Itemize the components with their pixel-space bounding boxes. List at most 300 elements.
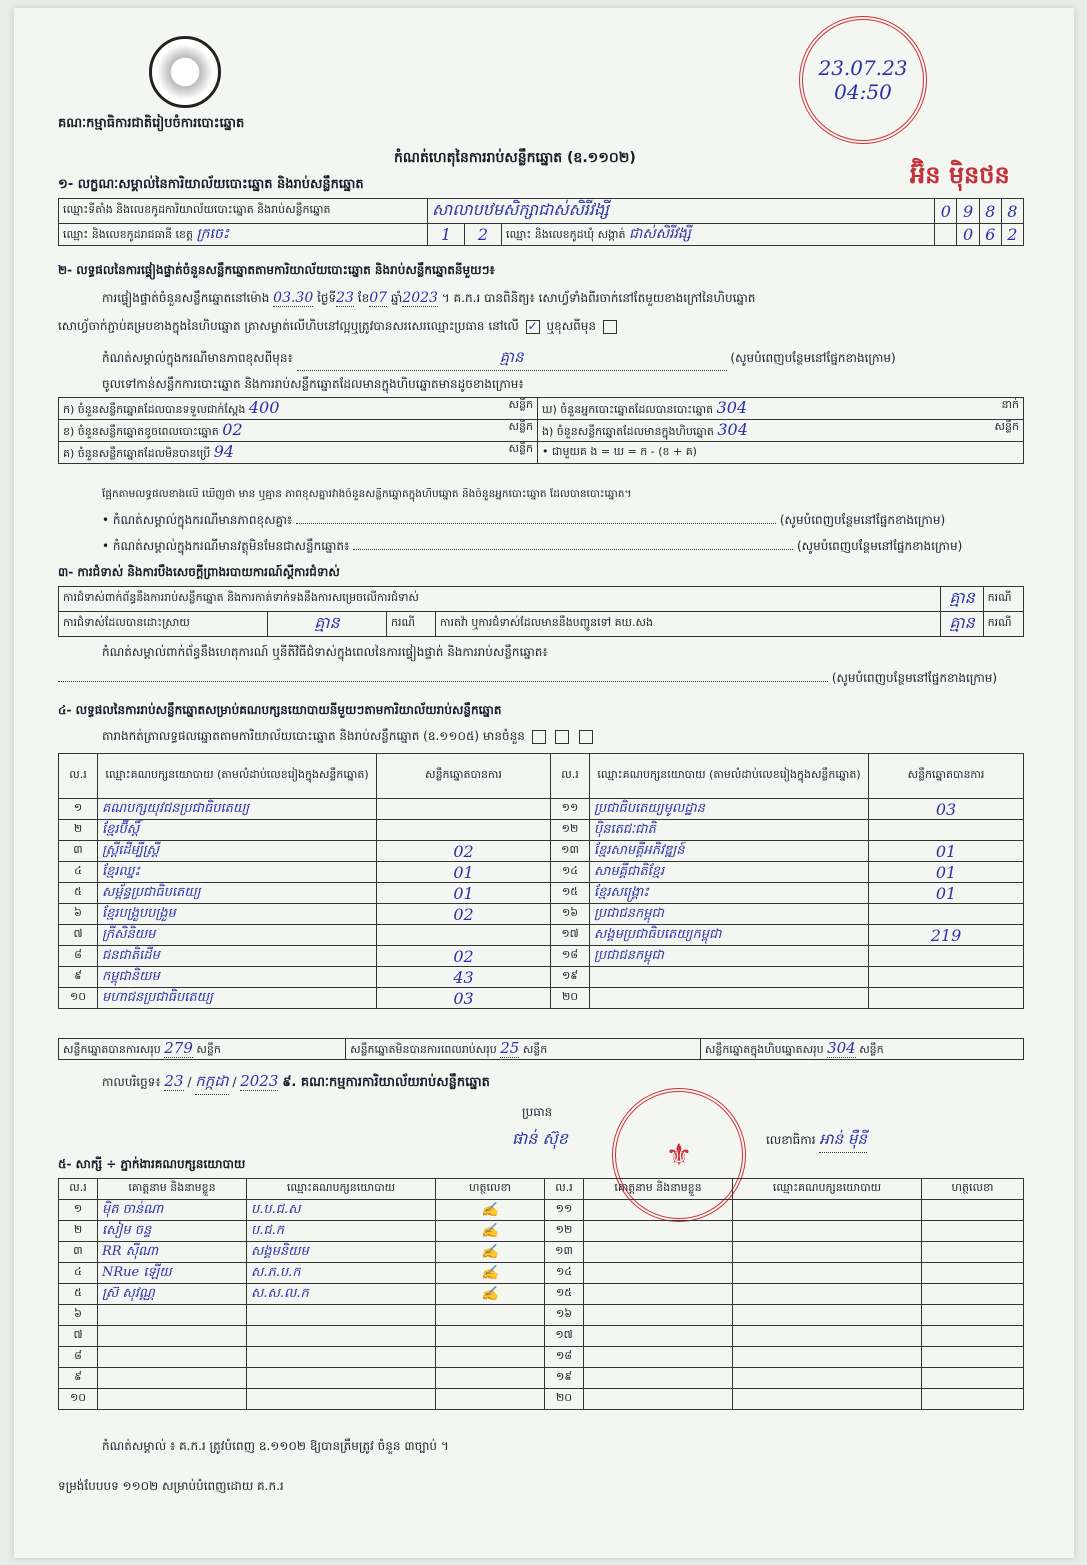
witness-signature: ✍ (436, 1200, 545, 1221)
commune-code-0 (935, 224, 957, 246)
table-row (59, 1200, 1024, 1221)
witness-party: ស.ស.ល.ក (247, 1284, 436, 1305)
section3-title: ៣- ការជំទាស់ និងការបឹងសេចក្តីព្រាងរបាយការណ៍ស្តីការជំទាស់ (58, 565, 340, 579)
witness-no: ១៦ (545, 1305, 584, 1326)
unused-ballots-label: គ) ចំនួនសន្លឹកឆ្នោតដែលមិនបានប្រើ (63, 447, 211, 460)
table-row (59, 883, 1024, 904)
committee-label: ៩. គណៈកម្មការការិយាល័យរាប់សន្លឹកឆ្នោត (282, 1075, 490, 1090)
col-no-left: ល.រ (59, 754, 98, 799)
committee-name: គណៈកម្មាធិការជាតិរៀបចំការបោះឆ្នោត (58, 116, 245, 131)
total-box-unit: សន្លឹក (859, 1043, 884, 1056)
result-no: ១១ (551, 799, 590, 820)
year-label: ឆ្នាំ (390, 291, 403, 305)
received-ballots-unit: សន្លឹក (508, 398, 533, 411)
station-code-2: 9 (957, 199, 979, 224)
result-no: ៨ (59, 946, 98, 967)
total-invalid-cell (346, 1039, 701, 1060)
witness-no: ១៩ (545, 1368, 584, 1389)
witness-signature (922, 1389, 1024, 1410)
objection-unit: ករណី (983, 587, 1023, 612)
witness-party (733, 1389, 922, 1410)
sheet-box-3[interactable] (579, 730, 593, 744)
result-party: ខ្មែរសង្គ្រោះ (590, 883, 869, 904)
witness-name (98, 1347, 247, 1368)
spoiled-ballots-label: ខ) ចំនួនសន្លឹកឆ្នោតខូចពេលបោះឆ្នោត (63, 425, 219, 438)
commune-cell (502, 224, 935, 246)
results-body (59, 799, 1024, 1009)
result-no: ១៩ (551, 967, 590, 988)
col-votes-left: សន្លឹកឆ្នោតបានការ (377, 754, 551, 799)
form-title: កំណត់ហេតុនៃការរាប់សន្លឹកឆ្នោត (ឧ.១១០២) (394, 150, 636, 166)
result-no: ៥ (59, 883, 98, 904)
ok-label: ឬខុសពីមុន (546, 319, 596, 333)
col-no-right: ល.រ (551, 754, 590, 799)
commune-code-2: 6 (979, 224, 1001, 246)
received-name: អ៊ិន ម៉ិនថន (910, 160, 1010, 189)
verification-month: 07 (369, 290, 388, 306)
witness-signature (436, 1389, 545, 1410)
witness-signature: ✍ (436, 1284, 545, 1305)
witness-name (98, 1389, 247, 1410)
objection-value: គ្មាន (941, 587, 983, 612)
witness-signature (922, 1368, 1024, 1389)
total-invalid-label: សន្លឹកឆ្នោតមិនបានការពេលរាប់សរុប (350, 1043, 497, 1056)
w-col-sign-right: ហត្ថលេខា (922, 1179, 1024, 1200)
witness-body (59, 1200, 1024, 1410)
station-code-4: 8 (1001, 199, 1023, 224)
bullet-diff-hint: (សូមបំពេញបន្ថែមនៅផ្នែកខាងក្រោម) (779, 513, 946, 527)
witness-signature (922, 1221, 1024, 1242)
bullet-diff-label: • កំណត់សម្គាល់ក្នុងករណីមានភាពខុសគ្នា៖ (102, 513, 293, 527)
result-no: ១៥ (551, 883, 590, 904)
forwarded-unit: ករណី (983, 612, 1023, 637)
col-votes-right: សន្លឹកឆ្នោតបានការ (869, 754, 1024, 799)
secretary-line (766, 1130, 867, 1153)
witness-no: ៣ (59, 1242, 98, 1263)
voters-value: 304 (716, 398, 748, 417)
province-label-text: ឈ្មោះ និងលេខកូដរាជធានី ខេត្ត (63, 228, 193, 241)
result-party: សម្ព័ន្ធប្រជាធិបតេយ្យ (98, 883, 377, 904)
result-party: កម្ពុជានិយម (98, 967, 377, 988)
table-row (59, 988, 1024, 1009)
ok-checkbox[interactable]: ✓ (527, 318, 538, 333)
objection-note-dots (58, 681, 828, 682)
witness-party (733, 1242, 922, 1263)
result-no: ១ (59, 799, 98, 820)
result-votes (869, 946, 1024, 967)
table-row (59, 904, 1024, 925)
witness-name (584, 1389, 733, 1410)
witness-name (98, 1305, 247, 1326)
witness-party: ស.ភ.ប.ក (247, 1263, 436, 1284)
day-label: ថ្ងៃទី (317, 291, 337, 305)
total-valid-unit: សន្លឹក (196, 1043, 221, 1056)
seal-text: សោហ្វ័ចាក់ភ្ជាប់គម្របខាងក្នុងនៃហិបឆ្នោត ត្រាសម្ងាត់លើហិបនៅល្អឬត្រូវបានសរសេរឈ្មោះប្រធាន នៅលើ (58, 319, 519, 333)
witness-no: ៨ (59, 1347, 98, 1368)
resolved-value: គ្មាន (268, 612, 387, 637)
result-party: ខ្មែរសាមគ្គីអភិវឌ្ឍន៍ (590, 841, 869, 862)
footnote: កំណត់សម្គាល់ ៖ គ.ក.រ ត្រូវបំពេញ ឧ.១១០២ ឱ្យបានត្រឹមត្រូវ ចំនួន ៣ច្បាប់ ។ (102, 1439, 449, 1453)
witness-no: ១៣ (545, 1242, 584, 1263)
result-no: ១៨ (551, 946, 590, 967)
witness-signature: ✍ (436, 1221, 545, 1242)
result-party: ប្រជាជនកម្ពុជា (590, 904, 869, 925)
total-box-cell (700, 1039, 1023, 1060)
table-row (59, 841, 1024, 862)
table-row (59, 1263, 1024, 1284)
result-party: ខ្មែរប៊ីស្តិ៍ (98, 820, 377, 841)
secretary-signature: អាន់ ម៉ឺនី (819, 1130, 867, 1153)
verification-intro: ការផ្ទៀងផ្ទាត់ចំនួនសន្លឹកឆ្នោតនៅម៉ោង (102, 291, 270, 305)
form-note: ទម្រង់បែបបទ ១១០២ សម្រាប់បំពេញដោយ គ.ក.រ (58, 1479, 284, 1493)
sheet-box-1[interactable] (532, 730, 546, 744)
form-sheet (14, 8, 1074, 1558)
unused-ballots-unit: សន្លឹក (508, 442, 533, 455)
station-label: ឈ្មោះទីតាំង និងលេខកូដការិយាល័យបោះឆ្នោត និងរាប់សន្លឹកឆ្នោត (59, 199, 428, 224)
commune-code-3: 2 (1001, 224, 1023, 246)
unused-ballots-cell (59, 442, 538, 464)
verification-day: 23 (336, 290, 354, 306)
witness-signature (922, 1347, 1024, 1368)
objection-note-line (58, 670, 1038, 688)
w-col-party-left: ឈ្មោះគណបក្សនយោបាយ (247, 1179, 436, 1200)
date-month: កក្កដា (195, 1072, 228, 1095)
discrepancy-note (102, 348, 1032, 371)
w-col-name-left: គោត្តនាម និងនាមខ្លួន (98, 1179, 247, 1200)
witness-no: ៩ (59, 1368, 98, 1389)
box-ballots-unit: សន្លឹក (994, 420, 1019, 433)
forwarded-label: ការតវ៉ា ឬការជំទាស់ដែលមាននឹងបញ្ជូនទៅ គឃ.សង (436, 612, 941, 637)
section5-title: ៥- សាក្សី ÷ ភ្នាក់ងារគណបក្សនយោបាយ (58, 1157, 246, 1171)
result-votes (869, 988, 1024, 1009)
witness-party (733, 1347, 922, 1368)
province-code-2: 2 (465, 224, 502, 246)
table-row (59, 1389, 1024, 1410)
table-row (59, 862, 1024, 883)
table-row (59, 1242, 1024, 1263)
section4-title: ៤- លទ្ធផលនៃការរាប់សន្លឹកឆ្នោតសម្រាប់គណបក្សនយោបាយនីមួយៗតាមការិយាល័យរាប់សន្លឹកឆ្នោត (58, 703, 502, 717)
discrepancy-value: គ្មាន (297, 348, 727, 371)
resolved-unit: ករណី (387, 612, 436, 637)
formula-cell: • ជាមួយគ ង = ឃ = ក - (ខ + គ) (538, 442, 1024, 464)
witness-party (247, 1305, 436, 1326)
month-label: ខែ (357, 291, 370, 305)
result-party: ប្រជាជនកម្ពុជា (590, 946, 869, 967)
witness-party: សង្គមនិយម (247, 1242, 436, 1263)
table-row (59, 1221, 1024, 1242)
table-row (59, 967, 1024, 988)
result-votes: 01 (869, 862, 1024, 883)
witness-signature (436, 1326, 545, 1347)
witness-signature (436, 1347, 545, 1368)
voters-label: ឃ) ចំនួនអ្នកបោះឆ្នោតដែលបានបោះឆ្នោត (542, 403, 714, 416)
unused-ballots-value: 94 (213, 442, 235, 461)
verification-line-2 (58, 318, 620, 336)
total-valid-cell (59, 1039, 346, 1060)
objection-label: ការជំទាស់ពាក់ព័ន្ធនឹងការរាប់សន្លឹកឆ្នោត និងការកាត់ទាក់ទងនឹងការសម្រេចលើការជំទាស់ (59, 587, 941, 612)
witness-name (584, 1347, 733, 1368)
w-col-no-left: ល.រ (59, 1179, 98, 1200)
voters-cell (538, 398, 1024, 420)
result-no: ១៧ (551, 925, 590, 946)
result-party: សង្គមប្រជាធិបតេយ្យកម្ពុជា (590, 925, 869, 946)
received-stamp (799, 16, 927, 144)
result-party: ខ្មែរឈ្នះ (98, 862, 377, 883)
spoiled-ballots-cell (59, 420, 538, 442)
secretary-label: លេខាធិការ (766, 1133, 816, 1147)
witness-party (247, 1368, 436, 1389)
total-valid-value: 279 (164, 1039, 193, 1057)
objection-note-hint: (សូមបំពេញបន្ថែមនៅផ្នែកខាងក្រោម) (831, 671, 998, 685)
result-no: ៦ (59, 904, 98, 925)
witness-signature (922, 1200, 1024, 1221)
witness-no: ៥ (59, 1284, 98, 1305)
witness-party (733, 1305, 922, 1326)
witness-party (247, 1326, 436, 1347)
bullet-object-hint: (សូមបំពេញបន្ថែមនៅផ្នែកខាងក្រោម) (796, 539, 963, 553)
witness-party: ប.ប.ជ.ស (247, 1200, 436, 1221)
witness-signature (436, 1305, 545, 1326)
result-votes: 01 (377, 883, 551, 904)
result-no: ១៣ (551, 841, 590, 862)
discrepancy-label: កំណត់សម្គាល់ក្នុងករណីមានភាពខុសពីមុន៖ (102, 351, 293, 365)
check-line: ផ្អែកតាមលទ្ធផលខាងលើ ឃើញថា មាន ឬគ្មាន ភាពខុសគ្នារវាងចំនួនសន្លឹកឆ្នោតក្នុងហិបឆ្នោត និងចំនួនអ្នកបោះឆ្នោត ដែលបានបោះឆ្នោត។ (102, 488, 632, 500)
voters-unit: នាក់ (1001, 398, 1019, 411)
date-line: កាលបរិច្ឆេទ៖ 23 / កក្កដា / 2023 ៩. គណៈកម្មការការិយាល័យរាប់សន្លឹកឆ្នោត (102, 1072, 490, 1095)
result-party: ក្រីសិនិយម (98, 925, 377, 946)
commune-value: ជាស់សិរីវង្សី (629, 226, 691, 242)
result-votes (377, 820, 551, 841)
total-invalid-value: 25 (500, 1039, 520, 1057)
resolved-label: ការជំទាស់ដែលបានដោះស្រាយ (59, 612, 268, 637)
objection-note: កំណត់សម្គាល់ពាក់ព័ន្ធនឹងហេតុការណ៍ ឬនីតិវិធីជំទាស់ក្នុងពេលនៃការផ្ទៀងផ្ទាត់ និងការរាប់សន្លឹកឆ្នោត៖ (102, 645, 548, 659)
col-party-right: ឈ្មោះគណបក្សនយោបាយ (តាមលំដាប់លេខរៀងក្នុងសន្លឹកឆ្នោត) (590, 754, 869, 799)
box-ballots-label: ង) ចំនួនសន្លឹកឆ្នោតដែលមានក្នុងហិបឆ្នោត (542, 425, 714, 438)
total-invalid-unit: សន្លឹក (522, 1043, 548, 1056)
objection-table (58, 586, 1024, 637)
witness-no: ២ (59, 1221, 98, 1242)
result-votes: 01 (869, 883, 1024, 904)
result-votes: 01 (377, 862, 551, 883)
result-no: ៧ (59, 925, 98, 946)
witness-name (584, 1242, 733, 1263)
result-party: សាមគ្គីជាតិខ្មែរ (590, 862, 869, 883)
witness-name (584, 1200, 733, 1221)
date-year: 2023 (240, 1072, 279, 1090)
bullet-diff-line (296, 523, 776, 524)
table-row (59, 799, 1024, 820)
witness-party: ប.ជ.ក (247, 1221, 436, 1242)
total-box-value: 304 (827, 1039, 856, 1057)
result-no: ១៤ (551, 862, 590, 883)
table-row (59, 925, 1024, 946)
result-votes: 03 (377, 988, 551, 1009)
diff-checkbox[interactable] (603, 320, 617, 334)
result-party: ប្រជាធិបតេយ្យមូលដ្ឋាន (590, 799, 869, 820)
province-code-1: 1 (428, 224, 465, 246)
witness-no: ១៥ (545, 1284, 584, 1305)
stamp-emblem: ⚜ (665, 1137, 693, 1173)
received-ballots-label: ក) ចំនួនសន្លឹកឆ្នោតដែលបានទទួលជាក់ស្តែង (63, 403, 246, 416)
witness-party (733, 1263, 922, 1284)
witness-signature (922, 1263, 1024, 1284)
witness-party (733, 1284, 922, 1305)
province-label (59, 224, 428, 246)
box-ballots-cell (538, 420, 1024, 442)
table-row (59, 1284, 1024, 1305)
verification-line (102, 290, 1032, 308)
witness-no: ៦ (59, 1305, 98, 1326)
witness-no: ១ (59, 1200, 98, 1221)
witness-table (58, 1178, 1024, 1410)
witness-name: NRue ឡើយ (98, 1263, 247, 1284)
station-code-1: 0 (935, 199, 957, 224)
witness-name: RR ស៊ីណា (98, 1242, 247, 1263)
section4-subtitle-text: តារាងកត់ត្រាលទ្ធផលឆ្នោតតាមការិយាល័យបោះឆ្នោត និងរាប់សន្លឹកឆ្នោត (ឧ.១១០៥) មានចំនួន (102, 729, 525, 743)
result-party: ខ្មែរបង្រួបបង្រួម (98, 904, 377, 925)
result-votes (869, 820, 1024, 841)
witness-party (733, 1326, 922, 1347)
chair-label: ប្រធាន (522, 1105, 553, 1119)
result-votes (869, 904, 1024, 925)
commune-code-1: 0 (957, 224, 979, 246)
table-row (59, 1326, 1024, 1347)
ballot-count-table (58, 397, 1024, 464)
table-row (59, 1305, 1024, 1326)
chair-signature: ផាន់ ស៊ុខ (512, 1129, 568, 1148)
stamp-date: 23.07.23 (818, 56, 908, 80)
date-day: 23 (164, 1072, 184, 1090)
result-no: ៤ (59, 862, 98, 883)
commune-label: ឈ្មោះ និងលេខកូដឃុំ សង្កាត់ (506, 228, 626, 241)
witness-no: ១៤ (545, 1263, 584, 1284)
received-ballots-value: 400 (248, 398, 280, 417)
results-table (58, 753, 1024, 1009)
witness-party (733, 1368, 922, 1389)
received-ballots-cell (59, 398, 538, 420)
witness-name (584, 1284, 733, 1305)
witness-party (247, 1389, 436, 1410)
w-col-sign-left: ហត្ថលេខា (436, 1179, 545, 1200)
table-row (59, 1347, 1024, 1368)
witness-name (98, 1368, 247, 1389)
bullet-object-label: • កំណត់សម្គាល់ក្នុងករណីមានវត្ថុមិនមែនជាសន្លឹកឆ្នោត៖ (102, 539, 350, 553)
table-row (59, 946, 1024, 967)
result-party: មហាជនប្រជាធិបតេយ្យ (98, 988, 377, 1009)
witness-signature: ✍ (436, 1263, 545, 1284)
section1-title: ១- លក្ខណៈសម្គាល់នៃការិយាល័យបោះឆ្នោត និងរាប់សន្លឹកឆ្នោត (58, 177, 364, 192)
result-party: ស្ត្រីដើម្បីស្ត្រី (98, 841, 377, 862)
totals-table (58, 1038, 1024, 1060)
witness-signature (922, 1284, 1024, 1305)
result-votes: 01 (869, 841, 1024, 862)
witness-no: ១០ (59, 1389, 98, 1410)
result-no: ២០ (551, 988, 590, 1009)
bullet-object-line (353, 549, 793, 550)
result-votes: 02 (377, 946, 551, 967)
result-no: ៣ (59, 841, 98, 862)
witness-name (584, 1368, 733, 1389)
result-party: ប៉ិនតេជៈជាតិ (590, 820, 869, 841)
total-box-label: សន្លឹកឆ្នោតក្នុងហិបឆ្នោតសរុប (704, 1043, 824, 1056)
result-votes (869, 967, 1024, 988)
spoiled-ballots-unit: សន្លឹក (508, 420, 533, 433)
witness-no: ៧ (59, 1326, 98, 1347)
result-party: គណបក្សយុវជនប្រជាធិបតេយ្យ (98, 799, 377, 820)
witness-name (584, 1263, 733, 1284)
witness-no: ៤ (59, 1263, 98, 1284)
result-party: ជនជាតិដើម (98, 946, 377, 967)
section1-table (58, 198, 1024, 246)
w-col-name-right: គោត្តនាម និងនាមខ្លួន (584, 1179, 733, 1200)
result-intro: ចូលទៅកាន់សន្លឹកការបោះឆ្នោត និងការរាប់សន្លឹកឆ្នោតដែលមានក្នុងហិបឆ្នោតមានដូចខាងក្រោម៖ (102, 377, 524, 391)
result-no: ២ (59, 820, 98, 841)
spoiled-ballots-value: 02 (222, 420, 243, 439)
result-votes (377, 799, 551, 820)
result-votes: 02 (377, 904, 551, 925)
witness-party (733, 1221, 922, 1242)
witness-name: ម៉ិត ចាន់ណា (98, 1200, 247, 1221)
col-party-left: ឈ្មោះគណបក្សនយោបាយ (តាមលំដាប់លេខរៀងក្នុងសន្លឹកឆ្នោត) (98, 754, 377, 799)
result-party (590, 967, 869, 988)
witness-no: ១៨ (545, 1347, 584, 1368)
result-no: ១៦ (551, 904, 590, 925)
witness-party (733, 1200, 922, 1221)
witness-name (98, 1326, 247, 1347)
verification-year: 2023 (402, 290, 438, 306)
witness-name (584, 1326, 733, 1347)
station-value: សាលាបឋមសិក្សាជាស់សិរីវង្សី (428, 199, 935, 224)
bullet-diff (102, 512, 1032, 530)
section2-title: ២- លទ្ធផលនៃការផ្ទៀងផ្ទាត់ចំនួនសន្លឹកឆ្នោតតាមការិយាល័យបោះឆ្នោត និងរាប់សន្លឹកឆ្នោតនីមួយៗ៖ (58, 263, 495, 277)
result-votes: 03 (869, 799, 1024, 820)
witness-no: ១១ (545, 1200, 584, 1221)
witness-no: ១៧ (545, 1326, 584, 1347)
verification-tail: ។ គ.ក.រ បានពិនិត្យ៖ សោហ្វ័ទាំងពីរចាក់នៅតែមួយខាងក្រៅនៃហិបឆ្នោត (441, 291, 756, 305)
result-no: ១២ (551, 820, 590, 841)
w-col-no-right: ល.រ (545, 1179, 584, 1200)
total-valid-label: សន្លឹកឆ្នោតបានការសរុប (63, 1043, 161, 1056)
witness-no: ២០ (545, 1389, 584, 1410)
result-party (590, 988, 869, 1009)
witness-signature (922, 1326, 1024, 1347)
result-votes (377, 925, 551, 946)
witness-signature: ✍ (436, 1242, 545, 1263)
result-no: ៩ (59, 967, 98, 988)
sheet-box-2[interactable] (555, 730, 569, 744)
box-ballots-value: 304 (717, 420, 748, 439)
witness-signature (436, 1368, 545, 1389)
witness-name (584, 1221, 733, 1242)
discrepancy-hint: (សូមបំពេញបន្ថែមនៅផ្នែកខាងក្រោម) (730, 351, 896, 365)
forwarded-value: គ្មាន (941, 612, 983, 637)
witness-signature (922, 1305, 1024, 1326)
section4-subtitle (102, 728, 596, 746)
witness-no: ១២ (545, 1221, 584, 1242)
result-votes: 219 (869, 925, 1024, 946)
bullet-object (102, 538, 1032, 556)
witness-name: សៀម ចន្ទ (98, 1221, 247, 1242)
date-label: កាលបរិច្ឆេទ៖ (102, 1075, 161, 1089)
result-no: ១០ (59, 988, 98, 1009)
witness-party (247, 1347, 436, 1368)
station-code-3: 8 (979, 199, 1001, 224)
result-votes: 02 (377, 841, 551, 862)
table-row (59, 1368, 1024, 1389)
witness-name (584, 1305, 733, 1326)
result-votes: 43 (377, 967, 551, 988)
w-col-party-right: ឈ្មោះគណបក្សនយោបាយ (733, 1179, 922, 1200)
